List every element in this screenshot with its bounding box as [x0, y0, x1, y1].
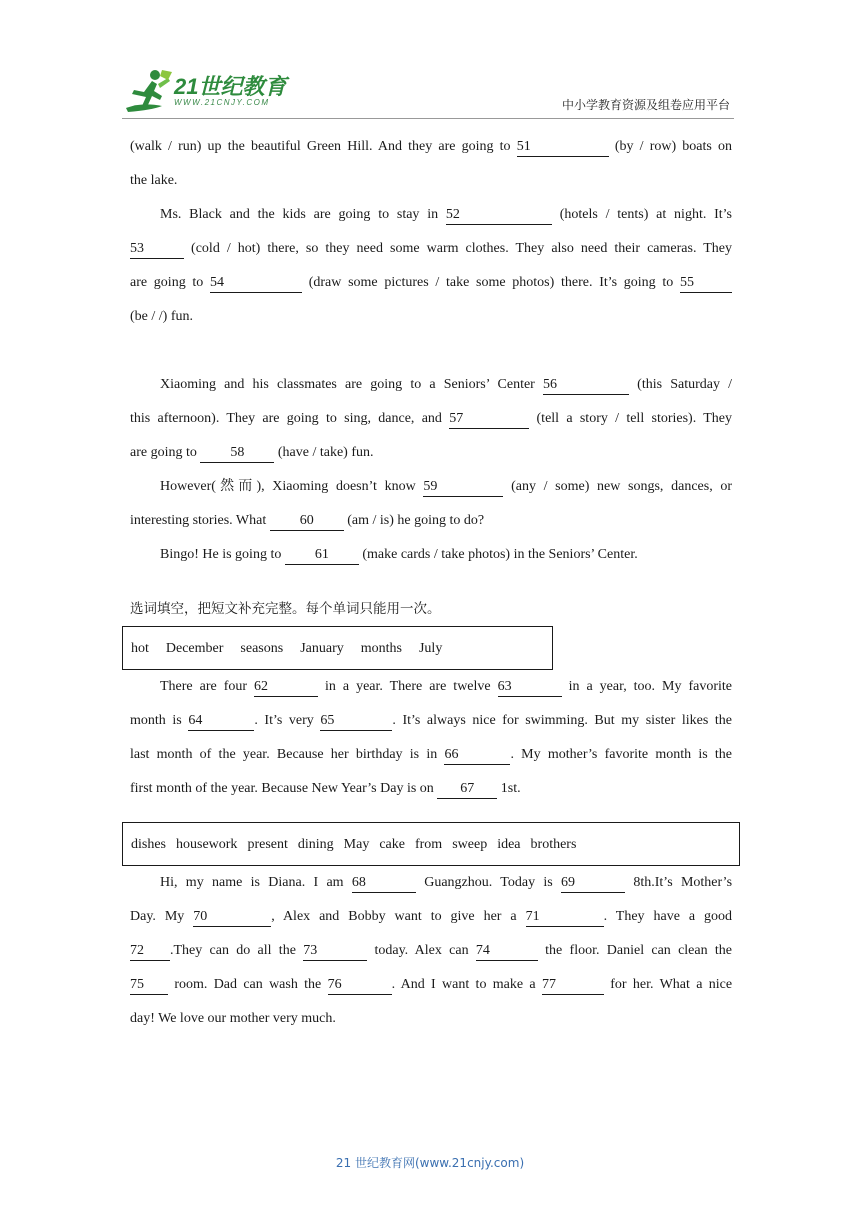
- section-instruction: 选词填空，把短文补充完整。每个单词只能用一次。: [130, 601, 441, 617]
- logo: [122, 68, 292, 116]
- word-bank-item: hot: [131, 641, 149, 656]
- text-line: Day. My 70 , Alex and Bobby want to give her a 71 . They have a good: [130, 900, 732, 934]
- text-line: 72 .They can do all the 73 today. Alex can 74 the floor. Daniel can clean the: [130, 934, 732, 968]
- text-line: (walk / run) up the beautiful Green Hill. And they are going to 51 (by / row) boats on: [130, 130, 732, 164]
- text-line: (be / /) fun.: [130, 309, 193, 324]
- blank-53[interactable]: 53: [130, 240, 184, 259]
- blank-69[interactable]: 69: [561, 874, 625, 893]
- word-bank-item: housework: [176, 837, 238, 852]
- word-bank-item: July: [418, 641, 443, 656]
- blank-54[interactable]: 54: [210, 274, 302, 293]
- blank-76[interactable]: 76: [328, 976, 392, 995]
- blank-55[interactable]: 55: [680, 274, 732, 293]
- blank-67[interactable]: 67: [437, 780, 497, 799]
- word-bank-item: dining: [297, 837, 334, 852]
- word-bank: [122, 822, 740, 866]
- logo-url: WWW.21CNJY.COM: [174, 98, 270, 107]
- text-line: 53 (cold / hot) there, so they need some warm clothes. They also need their cameras. They: [130, 232, 732, 266]
- text-line: 75 room. Dad can wash the 76 . And I want to make a 77 for her. What a nice: [130, 968, 732, 1002]
- page-header: [0, 0, 860, 125]
- blank-77[interactable]: 77: [542, 976, 604, 995]
- text-line: are going to 54 (draw some pictures / take some photos) there. It’s going to 55: [130, 266, 732, 300]
- blank-62[interactable]: 62: [254, 678, 318, 697]
- word-bank-item: present: [247, 837, 288, 852]
- text-line: last month of the year. Because her birthday is in 66 . My mother’s favorite month is the: [130, 738, 732, 772]
- text-line: Bingo! He is going to 61 (make cards / take photos) in the Seniors’ Center.: [130, 538, 732, 572]
- blank-63[interactable]: 63: [498, 678, 562, 697]
- text-line: Xiaoming and his classmates are going to a Seniors’ Center 56 (this Saturday /: [130, 368, 732, 402]
- word-bank-item: May: [343, 837, 370, 852]
- text-line: day! We love our mother very much.: [130, 1011, 336, 1026]
- blank-75[interactable]: 75: [130, 976, 168, 995]
- logo-text: 21世纪教育: [174, 74, 287, 99]
- word-bank-item: months: [360, 641, 402, 656]
- blank-71[interactable]: 71: [526, 908, 604, 927]
- word-bank-item: dishes: [131, 837, 166, 852]
- word-bank-item: idea: [497, 837, 521, 852]
- blank-56[interactable]: 56: [543, 376, 629, 395]
- blank-66[interactable]: 66: [444, 746, 510, 765]
- blank-72[interactable]: 72: [130, 942, 170, 961]
- text-line: Hi, my name is Diana. I am 68 Guangzhou. Today is 69 8th.It’s Mother’s: [130, 866, 732, 900]
- document-body: [130, 130, 732, 1036]
- blank-52[interactable]: 52: [446, 206, 552, 225]
- text-line: first month of the year. Because New Year’s Day is on 67 1st.: [130, 772, 732, 806]
- footer-link[interactable]: 21 世纪教育网(www.21cnjy.com): [335, 1156, 525, 1170]
- runner-logo-icon: [122, 68, 174, 114]
- blank-58[interactable]: 58: [200, 444, 274, 463]
- word-bank-item: sweep: [452, 837, 488, 852]
- word-bank-item: brothers: [530, 837, 577, 852]
- blank-64[interactable]: 64: [188, 712, 254, 731]
- text-line: There are four 62 in a year. There are twelve 63 in a year, too. My favorite: [130, 670, 732, 704]
- text-line: are going to 58 (have / take) fun.: [130, 436, 732, 470]
- blank-59[interactable]: 59: [423, 478, 503, 497]
- blank-61[interactable]: 61: [285, 546, 359, 565]
- header-divider: [122, 118, 734, 119]
- word-bank-item: January: [300, 641, 344, 656]
- blank-57[interactable]: 57: [449, 410, 529, 429]
- word-bank: [122, 626, 553, 670]
- text-line: month is 64 . It’s very 65 . It’s always nice for swimming. But my sister likes the: [130, 704, 732, 738]
- blank-74[interactable]: 74: [476, 942, 538, 961]
- text-line: interesting stories. What 60 (am / is) he going to do?: [130, 504, 732, 538]
- blank-51[interactable]: 51: [517, 138, 609, 157]
- word-bank-item: December: [165, 641, 224, 656]
- platform-name: 中小学教育资源及组卷应用平台: [561, 98, 730, 112]
- blank-73[interactable]: 73: [303, 942, 367, 961]
- word-bank-item: cake: [379, 837, 405, 852]
- text-line: However(然而), Xiaoming doesn’t know 59 (any / some) new songs, dances, or: [130, 470, 732, 504]
- blank-65[interactable]: 65: [320, 712, 392, 731]
- text-line: Ms. Black and the kids are going to stay in 52 (hotels / tents) at night. It’s: [130, 198, 732, 232]
- text-line: this afternoon). They are going to sing, dance, and 57 (tell a story / tell stories). They: [130, 402, 732, 436]
- word-bank-item: from: [414, 837, 443, 852]
- blank-60[interactable]: 60: [270, 512, 344, 531]
- text-line: the lake.: [130, 173, 178, 188]
- word-bank-item: seasons: [240, 641, 284, 656]
- blank-68[interactable]: 68: [352, 874, 416, 893]
- blank-70[interactable]: 70: [193, 908, 271, 927]
